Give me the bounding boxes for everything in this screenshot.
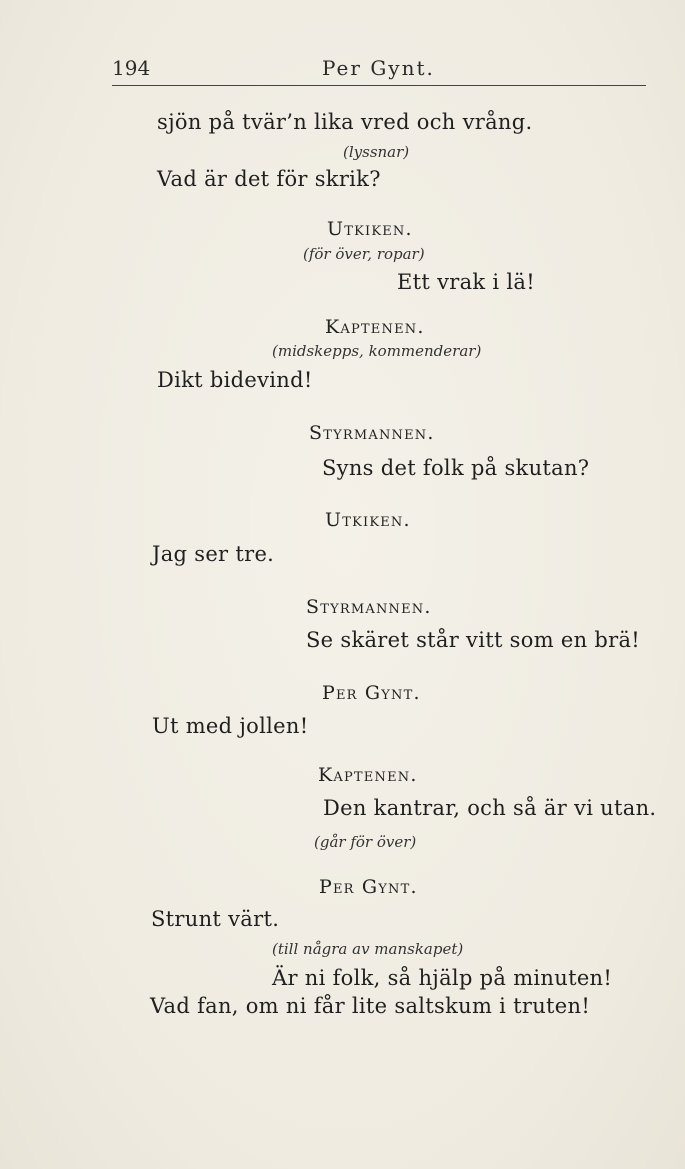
verse-line: Dikt bidevind! [157,368,313,392]
header-rule [112,85,646,86]
stage-direction: (går för över) [314,833,417,851]
verse-line: Se skäret står vitt som en brä! [306,628,641,652]
page-number: 194 [112,56,151,80]
stage-direction: (lyssnar) [343,143,410,161]
verse-line: Strunt värt. [151,907,280,931]
speaker-name: Kaptenen. [318,764,418,786]
running-title: Per Gynt. [322,56,435,80]
verse-line: Ett vrak i lä! [397,270,535,294]
stage-direction: (midskepps, kommenderar) [272,342,482,360]
verse-line: Jag ser tre. [152,542,275,566]
verse-line: Vad är det för skrik? [157,167,381,191]
verse-line: Vad fan, om ni får lite saltskum i truten! [150,994,591,1018]
speaker-name: Utkiken. [327,218,413,240]
verse-line: sjön på tvär’n lika vred och vrång. [157,110,533,134]
speaker-name: Styrmannen. [309,422,435,444]
verse-line: Den kantrar, och så är vi utan. [323,796,657,820]
speaker-name: Utkiken. [325,509,411,531]
speaker-name: Per Gynt. [319,876,418,898]
stage-direction: (för över, ropar) [303,245,425,263]
stage-direction: (till några av manskapet) [272,940,464,958]
verse-line: Är ni folk, så hjälp på minuten! [272,966,613,990]
verse-line: Ut med jollen! [152,714,309,738]
speaker-name: Kaptenen. [325,316,425,338]
speaker-name: Per Gynt. [322,682,421,704]
speaker-name: Styrmannen. [306,596,432,618]
verse-line: Syns det folk på skutan? [322,456,590,480]
